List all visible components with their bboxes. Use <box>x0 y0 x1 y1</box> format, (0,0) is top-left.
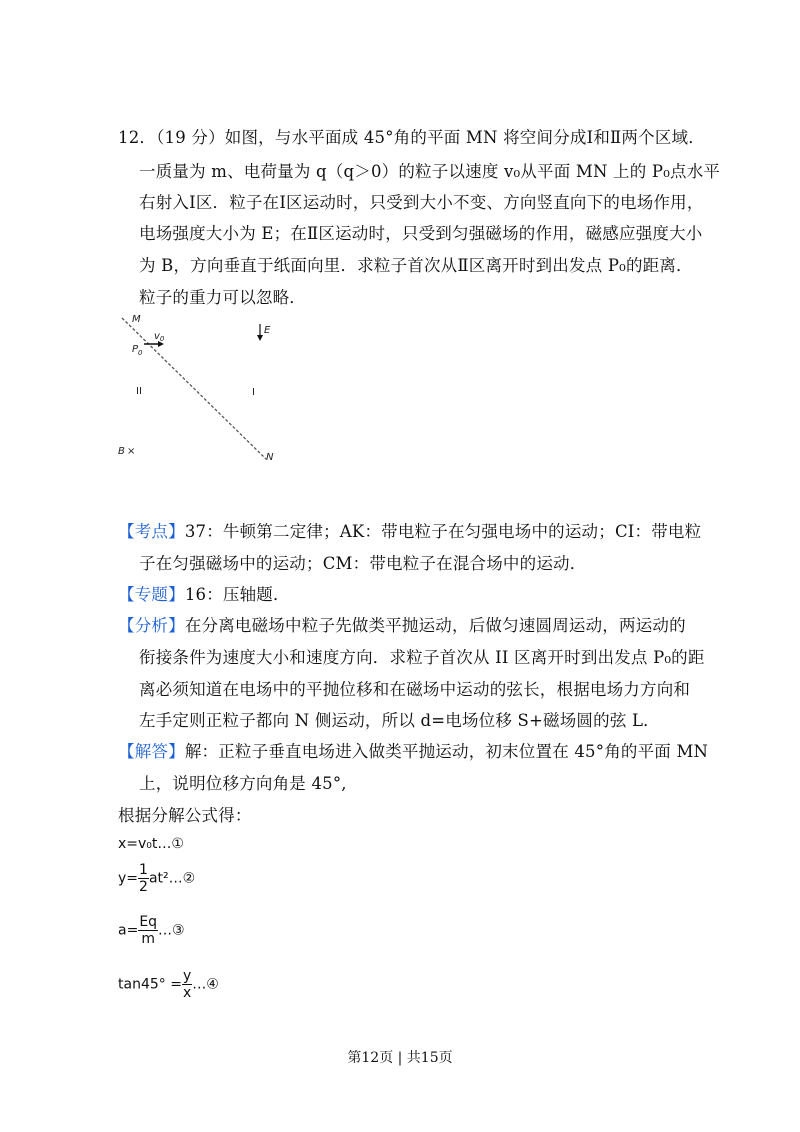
eq4-numerator: y <box>182 968 192 984</box>
eq4-denominator: x <box>182 985 192 1001</box>
problem-line-1: 12．（19 分）如图，与水平面成 45°角的平面 MN 将空间分成Ⅰ和Ⅱ两个区域． <box>118 128 705 147</box>
eq3-fraction <box>138 914 158 947</box>
jieda-line-3: 根据分解公式得： <box>118 806 252 825</box>
zhuanti-line <box>118 585 290 605</box>
label-n: N <box>266 452 274 463</box>
equation-2 <box>118 862 195 895</box>
jieda-line-2: 上，说明位移方向角是 45°, <box>139 774 347 793</box>
eq3-left: a= <box>118 922 139 939</box>
fenxi-line-2: 衔接条件为速度大小和速度方向．求粒子首次从 II 区离开时到出发点 P₀的距 <box>139 648 705 667</box>
equation-1: x=v₀t…① <box>118 836 184 852</box>
jieda-line-1 <box>118 742 708 762</box>
label-region-i: I <box>252 387 255 398</box>
b-cross-icon: × <box>127 446 136 457</box>
problem-line-5: 为 B，方向垂直于纸面向里．求粒子首次从Ⅱ区离开时到出发点 P₀的距离． <box>139 256 693 275</box>
equation-3 <box>118 914 185 947</box>
problem-line-4: 电场强度大小为 E；在Ⅱ区运动时，只受到匀强磁场的作用，磁感应强度大小 <box>139 224 703 243</box>
eq2-fraction <box>138 862 149 895</box>
eq4-fraction <box>182 968 192 1001</box>
kaodian-tag: 【考点】 <box>118 522 185 541</box>
eq4-left: tan45° = <box>118 976 182 993</box>
label-b: B <box>118 446 125 457</box>
equation-4 <box>118 968 219 1001</box>
e-field-arrow-head <box>257 335 263 341</box>
fenxi-text: 在分离电磁场中粒子先做类平抛运动，后做匀速圆周运动，两运动的 <box>184 616 686 635</box>
eq3-numerator: Eq <box>139 914 158 930</box>
fenxi-line-3: 离必须知道在电场中的平抛位移和在磁场中运动的弦长，根据电场力方向和 <box>139 680 691 699</box>
eq2-numerator: 1 <box>139 862 148 878</box>
eq2-left: y= <box>118 870 139 887</box>
problem-line-6: 粒子的重力可以忽略． <box>139 288 306 307</box>
fenxi-line-1 <box>118 616 686 636</box>
physics-diagram <box>118 312 288 472</box>
eq3-right: …③ <box>158 922 185 939</box>
eq2-right: at²…② <box>148 870 196 887</box>
label-v0: $v_0$ <box>154 331 165 343</box>
zhuanti-text: 16：压轴题． <box>184 585 290 604</box>
zhuanti-tag: 【专题】 <box>118 585 185 604</box>
kaodian-text: 37：牛顿第二定律；AK：带电粒子在匀强电场中的运动；CI：带电粒 <box>184 522 702 541</box>
kaodian-line-1 <box>118 522 701 542</box>
problem-line-3: 右射入Ⅰ区．粒子在Ⅰ区运动时，只受到大小不变、方向竖直向下的电场作用， <box>139 193 704 212</box>
mn-plane-line <box>122 318 266 459</box>
label-region-ii: II <box>136 386 142 397</box>
problem-line-2: 一质量为 m、电荷量为 q（q＞0）的粒子以速度 v₀从平面 MN 上的 P₀点水平 <box>139 162 721 181</box>
eq4-right: …④ <box>192 976 219 993</box>
fenxi-line-4: 左手定则正粒子都向 N 侧运动，所以 d=电场位移 S+磁场圆的弦 L． <box>139 711 660 730</box>
label-e: E <box>264 325 271 336</box>
page-footer: 第12页 | 共15页 <box>347 1050 453 1066</box>
eq2-denominator: 2 <box>139 879 148 895</box>
label-m: M <box>132 314 141 325</box>
kaodian-line-2: 子在匀强磁场中的运动；CM：带电粒子在混合场中的运动． <box>139 554 587 573</box>
jieda-tag: 【解答】 <box>118 742 185 761</box>
diagram-svg <box>118 312 288 472</box>
label-p0: $P_0$ <box>132 344 143 357</box>
eq3-denominator: m <box>141 931 155 947</box>
fenxi-tag: 【分析】 <box>118 616 185 635</box>
jieda-text: 解：正粒子垂直电场进入做类平抛运动，初末位置在 45°角的平面 MN <box>184 742 709 761</box>
